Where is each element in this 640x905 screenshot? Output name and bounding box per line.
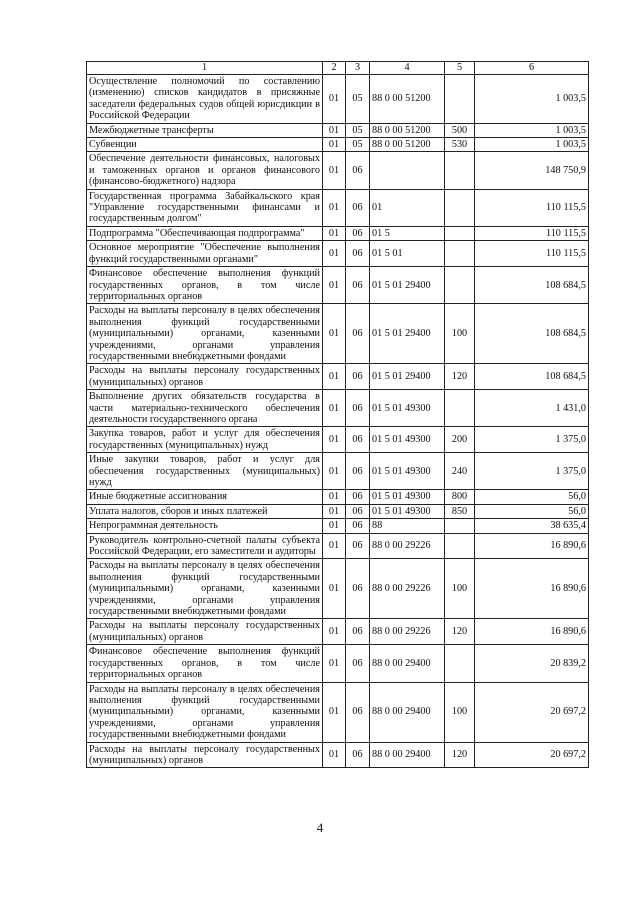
- col-header-subsection: 3: [346, 62, 370, 75]
- cell-expense-type: 100: [445, 304, 475, 364]
- cell-section: 01: [323, 490, 346, 504]
- cell-name: Непрограммная деятельность: [87, 519, 323, 533]
- cell-amount: 16 890,6: [475, 559, 589, 619]
- col-header-target-article: 4: [370, 62, 445, 75]
- cell-expense-type: 530: [445, 138, 475, 152]
- budget-table: [86, 61, 589, 768]
- cell-subsection: 06: [346, 559, 370, 619]
- cell-subsection: 06: [346, 645, 370, 682]
- header-row: [87, 62, 589, 75]
- cell-target-article: [370, 152, 445, 189]
- cell-expense-type: [445, 226, 475, 240]
- cell-section: 01: [323, 682, 346, 742]
- cell-amount: 56,0: [475, 504, 589, 518]
- cell-name: Основное мероприятие "Обеспечение выполнения функций государственными органами": [87, 241, 323, 267]
- cell-amount: 38 635,4: [475, 519, 589, 533]
- table-row: [87, 453, 589, 490]
- cell-expense-type: [445, 75, 475, 124]
- cell-amount: 1 003,5: [475, 75, 589, 124]
- cell-target-article: 01 5 01 49300: [370, 453, 445, 490]
- cell-subsection: 06: [346, 533, 370, 559]
- cell-target-article: 88: [370, 519, 445, 533]
- col-header-name: 1: [87, 62, 323, 75]
- table-row: [87, 189, 589, 226]
- cell-target-article: 88 0 00 51200: [370, 75, 445, 124]
- table-row: [87, 645, 589, 682]
- cell-section: 01: [323, 138, 346, 152]
- col-header-amount: 6: [475, 62, 589, 75]
- cell-target-article: 88 0 00 29400: [370, 645, 445, 682]
- cell-target-article: 01 5 01 49300: [370, 504, 445, 518]
- cell-section: 01: [323, 519, 346, 533]
- cell-section: 01: [323, 189, 346, 226]
- cell-subsection: 06: [346, 267, 370, 304]
- cell-subsection: 06: [346, 390, 370, 427]
- cell-section: 01: [323, 504, 346, 518]
- cell-section: 01: [323, 742, 346, 768]
- cell-name: Иные закупки товаров, работ и услуг для обеспечения государственных (муниципальных) нужд: [87, 453, 323, 490]
- cell-amount: 16 890,6: [475, 533, 589, 559]
- table-row: [87, 504, 589, 518]
- cell-expense-type: 240: [445, 453, 475, 490]
- cell-section: 01: [323, 304, 346, 364]
- table-row: [87, 364, 589, 390]
- cell-subsection: 06: [346, 504, 370, 518]
- cell-subsection: 06: [346, 453, 370, 490]
- cell-amount: 108 684,5: [475, 304, 589, 364]
- cell-subsection: 06: [346, 364, 370, 390]
- cell-expense-type: [445, 241, 475, 267]
- table-row: [87, 742, 589, 768]
- cell-target-article: 01 5 01 29400: [370, 304, 445, 364]
- cell-name: Расходы на выплаты персоналу в целях обеспечения выполнения функций государственными (муниципальными) органами, казенными учреждениями, органами управления государственными внебюджетными фондами: [87, 559, 323, 619]
- cell-amount: 108 684,5: [475, 267, 589, 304]
- cell-target-article: 88 0 00 29226: [370, 559, 445, 619]
- cell-expense-type: 120: [445, 364, 475, 390]
- table-row: [87, 75, 589, 124]
- cell-subsection: 06: [346, 427, 370, 453]
- cell-target-article: 01 5 01 49300: [370, 427, 445, 453]
- table-row: [87, 427, 589, 453]
- cell-target-article: 01 5: [370, 226, 445, 240]
- cell-subsection: 06: [346, 619, 370, 645]
- cell-amount: 20 839,2: [475, 645, 589, 682]
- cell-section: 01: [323, 390, 346, 427]
- cell-name: Закупка товаров, работ и услуг для обеспечения государственных (муниципальных) нужд: [87, 427, 323, 453]
- cell-section: 01: [323, 226, 346, 240]
- cell-expense-type: 200: [445, 427, 475, 453]
- table-row: [87, 267, 589, 304]
- cell-name: Субвенции: [87, 138, 323, 152]
- cell-expense-type: [445, 519, 475, 533]
- table-row: [87, 682, 589, 742]
- cell-expense-type: [445, 645, 475, 682]
- cell-name: Расходы на выплаты персоналу государственных (муниципальных) органов: [87, 619, 323, 645]
- cell-target-article: 01: [370, 189, 445, 226]
- cell-amount: 108 684,5: [475, 364, 589, 390]
- cell-name: Выполнение других обязательств государства в части материально-технического обеспечения деятельности государственного органа: [87, 390, 323, 427]
- cell-subsection: 06: [346, 241, 370, 267]
- cell-subsection: 06: [346, 304, 370, 364]
- cell-target-article: 88 0 00 29400: [370, 682, 445, 742]
- cell-subsection: 06: [346, 742, 370, 768]
- cell-name: Подпрограмма "Обеспечивающая подпрограмма": [87, 226, 323, 240]
- cell-amount: 1 003,5: [475, 123, 589, 137]
- table-row: [87, 226, 589, 240]
- cell-name: Иные бюджетные ассигнования: [87, 490, 323, 504]
- cell-amount: 1 003,5: [475, 138, 589, 152]
- cell-amount: 110 115,5: [475, 189, 589, 226]
- cell-name: Финансовое обеспечение выполнения функций государственных органов, в том числе территориальных органов: [87, 645, 323, 682]
- cell-amount: 110 115,5: [475, 241, 589, 267]
- cell-amount: 110 115,5: [475, 226, 589, 240]
- cell-expense-type: 100: [445, 559, 475, 619]
- table-row: [87, 241, 589, 267]
- table-row: [87, 619, 589, 645]
- cell-subsection: 06: [346, 226, 370, 240]
- cell-section: 01: [323, 645, 346, 682]
- cell-name: Межбюджетные трансферты: [87, 123, 323, 137]
- table-row: [87, 519, 589, 533]
- cell-section: 01: [323, 241, 346, 267]
- cell-amount: 20 697,2: [475, 682, 589, 742]
- cell-section: 01: [323, 619, 346, 645]
- table-row: [87, 533, 589, 559]
- cell-name: Расходы на выплаты персоналу государственных (муниципальных) органов: [87, 742, 323, 768]
- cell-target-article: 88 0 00 51200: [370, 123, 445, 137]
- table-row: [87, 490, 589, 504]
- cell-name: Расходы на выплаты персоналу в целях обеспечения выполнения функций государственными (муниципальными) органами, казенными учреждениями, органами управления государственными внебюджетными фондами: [87, 682, 323, 742]
- cell-target-article: 01 5 01 29400: [370, 267, 445, 304]
- cell-section: 01: [323, 123, 346, 137]
- cell-subsection: 06: [346, 519, 370, 533]
- cell-subsection: 05: [346, 123, 370, 137]
- cell-target-article: 88 0 00 51200: [370, 138, 445, 152]
- cell-name: Финансовое обеспечение выполнения функций государственных органов, в том числе территориальных органов: [87, 267, 323, 304]
- cell-name: Уплата налогов, сборов и иных платежей: [87, 504, 323, 518]
- cell-section: 01: [323, 453, 346, 490]
- cell-expense-type: [445, 533, 475, 559]
- table-row: [87, 138, 589, 152]
- cell-name: Обеспечение деятельности финансовых, налоговых и таможенных органов и органов финансового (финансово-бюджетного) надзора: [87, 152, 323, 189]
- cell-target-article: 88 0 00 29400: [370, 742, 445, 768]
- cell-expense-type: [445, 189, 475, 226]
- cell-expense-type: [445, 267, 475, 304]
- cell-amount: 1 375,0: [475, 427, 589, 453]
- cell-name: Осуществление полномочий по составлению (изменению) списков кандидатов в присяжные заседатели федеральных судов общей юрисдикции в Российской Федерации: [87, 75, 323, 124]
- cell-amount: 20 697,2: [475, 742, 589, 768]
- cell-subsection: 06: [346, 682, 370, 742]
- cell-expense-type: 850: [445, 504, 475, 518]
- cell-amount: 1 375,0: [475, 453, 589, 490]
- col-header-expense-type: 5: [445, 62, 475, 75]
- cell-section: 01: [323, 427, 346, 453]
- cell-target-article: 88 0 00 29226: [370, 533, 445, 559]
- cell-amount: 56,0: [475, 490, 589, 504]
- cell-name: Государственная программа Забайкальского края "Управление государственными финансами и государственным долгом": [87, 189, 323, 226]
- table-row: [87, 559, 589, 619]
- cell-subsection: 05: [346, 138, 370, 152]
- cell-section: 01: [323, 533, 346, 559]
- cell-target-article: 01 5 01: [370, 241, 445, 267]
- page-number: 4: [316, 820, 324, 835]
- col-header-section: 2: [323, 62, 346, 75]
- cell-name: Расходы на выплаты персоналу в целях обеспечения выполнения функций государственными (муниципальными) органами, казенными учреждениями, органами управления государственными внебюджетными фондами: [87, 304, 323, 364]
- cell-section: 01: [323, 75, 346, 124]
- cell-expense-type: 500: [445, 123, 475, 137]
- cell-section: 01: [323, 267, 346, 304]
- cell-target-article: 01 5 01 49300: [370, 490, 445, 504]
- cell-expense-type: 120: [445, 619, 475, 645]
- table-row: [87, 152, 589, 189]
- cell-expense-type: [445, 390, 475, 427]
- cell-subsection: 05: [346, 75, 370, 124]
- cell-section: 01: [323, 559, 346, 619]
- cell-section: 01: [323, 364, 346, 390]
- cell-name: Руководитель контрольно-счетной палаты субъекта Российской Федерации, его заместители и аудиторы: [87, 533, 323, 559]
- cell-subsection: 06: [346, 490, 370, 504]
- cell-target-article: 88 0 00 29226: [370, 619, 445, 645]
- cell-section: 01: [323, 152, 346, 189]
- cell-expense-type: [445, 152, 475, 189]
- table-row: [87, 123, 589, 137]
- cell-target-article: 01 5 01 29400: [370, 364, 445, 390]
- cell-expense-type: 100: [445, 682, 475, 742]
- cell-name: Расходы на выплаты персоналу государственных (муниципальных) органов: [87, 364, 323, 390]
- cell-amount: 148 750,9: [475, 152, 589, 189]
- cell-subsection: 06: [346, 152, 370, 189]
- cell-expense-type: 800: [445, 490, 475, 504]
- table-row: [87, 304, 589, 364]
- table-row: [87, 390, 589, 427]
- cell-target-article: 01 5 01 49300: [370, 390, 445, 427]
- cell-amount: 1 431,0: [475, 390, 589, 427]
- cell-expense-type: 120: [445, 742, 475, 768]
- cell-amount: 16 890,6: [475, 619, 589, 645]
- cell-subsection: 06: [346, 189, 370, 226]
